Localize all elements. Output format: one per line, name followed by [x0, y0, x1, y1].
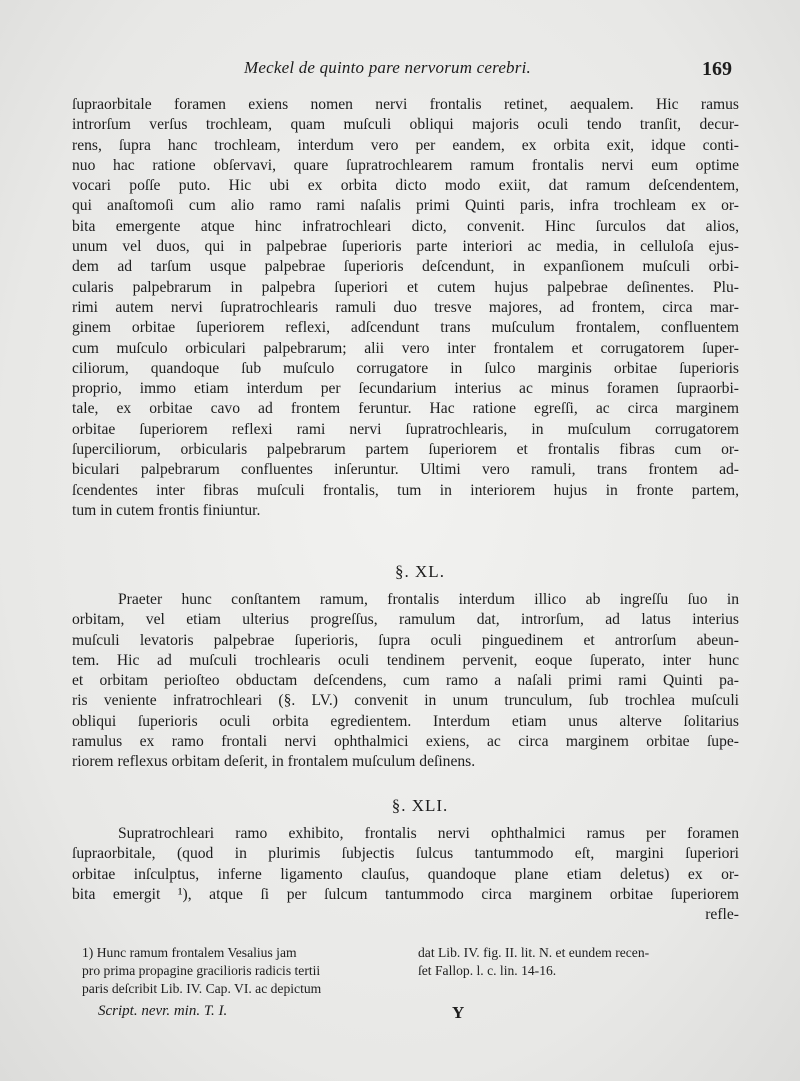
footnote-line: 1) Hunc ramum frontalem Vesalius jam [82, 945, 297, 960]
text-line: bita emergente atque hinc infratrochleari dicto, convenit. Hinc ſurculos dat alios, [72, 217, 739, 235]
text-line: ſuperciliorum, orbicularis palpebrarum partem ſuperiorem et frontalis fibras cum or- [72, 441, 739, 459]
text-line: proprio, immo etiam interdum per ſecundarium interius ac minus foramen ſupraorbi- [72, 380, 739, 398]
text-line: orbitae inſculptus, inferne ligamento clauſus, quandoque plane etiam deletus) ex or- [72, 865, 739, 883]
text-line: rimi autem nervi ſupratrochlearis ramuli duo tresve majores, ad frontem, circa mar- [72, 298, 739, 316]
paragraph-section-xli [72, 824, 739, 925]
text-line: ramulus ex ramo frontali nervi ophthalmici exiens, ac circa marginem orbitae ſupe- [72, 733, 739, 751]
catchword: refle- [705, 906, 739, 924]
signature-mark: Y [452, 1003, 465, 1022]
section-heading-xli: §. XLI. [391, 796, 449, 815]
text-line: dem ad tarſum usque palpebrae ſuperioris deſcendunt, in expanſionem muſculi orbi- [72, 258, 739, 276]
text-line: ciliorum, quandoque ſub muſculo corrugatore in ſulco marginis orbitae ſuperioris [72, 359, 739, 377]
text-line: ſupraorbitale foramen exiens nomen nervi frontalis retinet, aequalem. Hic ramus [72, 96, 739, 113]
text-line: orbitae ſuperiorem reflexi rami nervi ſupratrochlearis, in muſculum corrugatorem [72, 420, 739, 438]
text-line: Praeter hunc conſtantem ramum, frontalis interdum illico ab ingreſſu ſuo in [118, 591, 739, 608]
text-line: ris veniente infratrochleari (§. LV.) convenit in unum trunculum, ſub trochlea muſculi [72, 692, 739, 710]
text-line: orbitam, vel etiam ulterius progreſſus, ramulum dat, introrſum, ad latus interius [72, 611, 739, 629]
text-line: biculari palpebrarum confluentes inſeruntur. Ultimi vero ramuli, trans frontem ad- [72, 461, 739, 479]
text-line: rens, ſupra hanc trochleam, interdum vero per eandem, ex orbita exit, idque conti- [72, 136, 739, 154]
page-number: 169 [702, 58, 732, 80]
text-line: tem. Hic ad muſculi trochlearis oculi tendinem pervenit, eoque ſuperato, inter hunc [72, 651, 739, 669]
text-line: nuo hac ratione obſervavi, quare ſupratrochlearem ramum frontalis nervi eum optime [72, 156, 739, 174]
running-head-title: Meckel de quinto pare nervorum cerebri. [244, 58, 531, 77]
text-line: riorem reflexus orbitam deſerit, in frontalem muſculum deſinens. [72, 753, 476, 771]
text-line: ſcendentes inter fibras muſculi frontalis, tum in interiorem hujus in fronte partem, [72, 481, 739, 499]
running-head [0, 58, 800, 84]
text-line: ſupraorbitale, (quod in plurimis ſubjectis ſulcus tantummodo eſt, margini ſuperiori [72, 845, 739, 863]
text-line: vocari poſſe puto. Hic ubi ex orbita dicto modo exiit, dat ramum deſcendentem, [72, 177, 739, 195]
text-line: muſculi levatoris palpebrae ſuperioris, ſupra oculi pinguedinem et antrorſum abeun- [72, 631, 739, 649]
text-line: tum in cutem frontis finiuntur. [72, 501, 261, 519]
text-line: Supratrochleari ramo exhibito, frontalis nervi ophthalmici ramus per foramen [118, 825, 739, 842]
text-line: cum muſculo orbiculari palpebrarum; alii vero inter frontalem et corrugatorem ſuper- [72, 339, 739, 357]
footnote-line: dat Lib. IV. fig. II. lit. N. et eundem recen- [418, 945, 650, 960]
paragraph-supratrochlearis [72, 95, 739, 521]
footnote-line: ſet Fallop. l. c. lin. 14-16. [418, 963, 557, 978]
page-footer [0, 1003, 800, 1027]
footnote-line: paris deſcribit Lib. IV. Cap. VI. ac depictum [82, 981, 322, 996]
text-line: tale, ex orbitae cavo ad frontem feruntur. Hac ratione egreſſi, ac circa marginem [72, 400, 739, 418]
footnote-column-right [418, 944, 748, 980]
signature-text: Script. nevr. min. T. I. [98, 1003, 228, 1019]
section-heading-xl: §. XL. [395, 562, 445, 581]
text-line: ginem orbitae ſuperiorem reflexi, adſcendunt trans muſculum frontalem, confluentem [72, 319, 739, 337]
text-line: cularis palpebrarum in palpebra ſuperiori et cutem hujus palpebrae deſinentes. Plu- [72, 278, 739, 296]
text-line: introrſum verſus trochleam, quam muſculi obliqui majoris oculi tendo tranſit, decur- [72, 116, 739, 134]
text-line: obliqui ſuperioris oculi orbita egredientem. Interdum etiam unus alterve ſolitarius [72, 712, 739, 730]
paragraph-section-xl [72, 590, 739, 773]
footnote-column-left [82, 944, 402, 998]
text-line: et orbitam perioſteo obductam deſcendens, cum ramo a naſali primi rami Quinti pa- [72, 672, 739, 690]
text-line: bita emergit ¹), atque ſi per ſulcum tantummodo circa marginem orbitae ſuperiorem [72, 885, 739, 903]
footnote-line: pro prima propagine gracilioris radicis tertii [82, 963, 321, 978]
text-line: qui anaſtomoſi cum alio ramo rami naſalis primi Quinti paris, infra trochleam ex or- [72, 197, 739, 215]
text-line: unum vel duos, qui in palpebrae ſuperioris parte interiori ac media, in celluloſa ejus- [72, 238, 739, 256]
